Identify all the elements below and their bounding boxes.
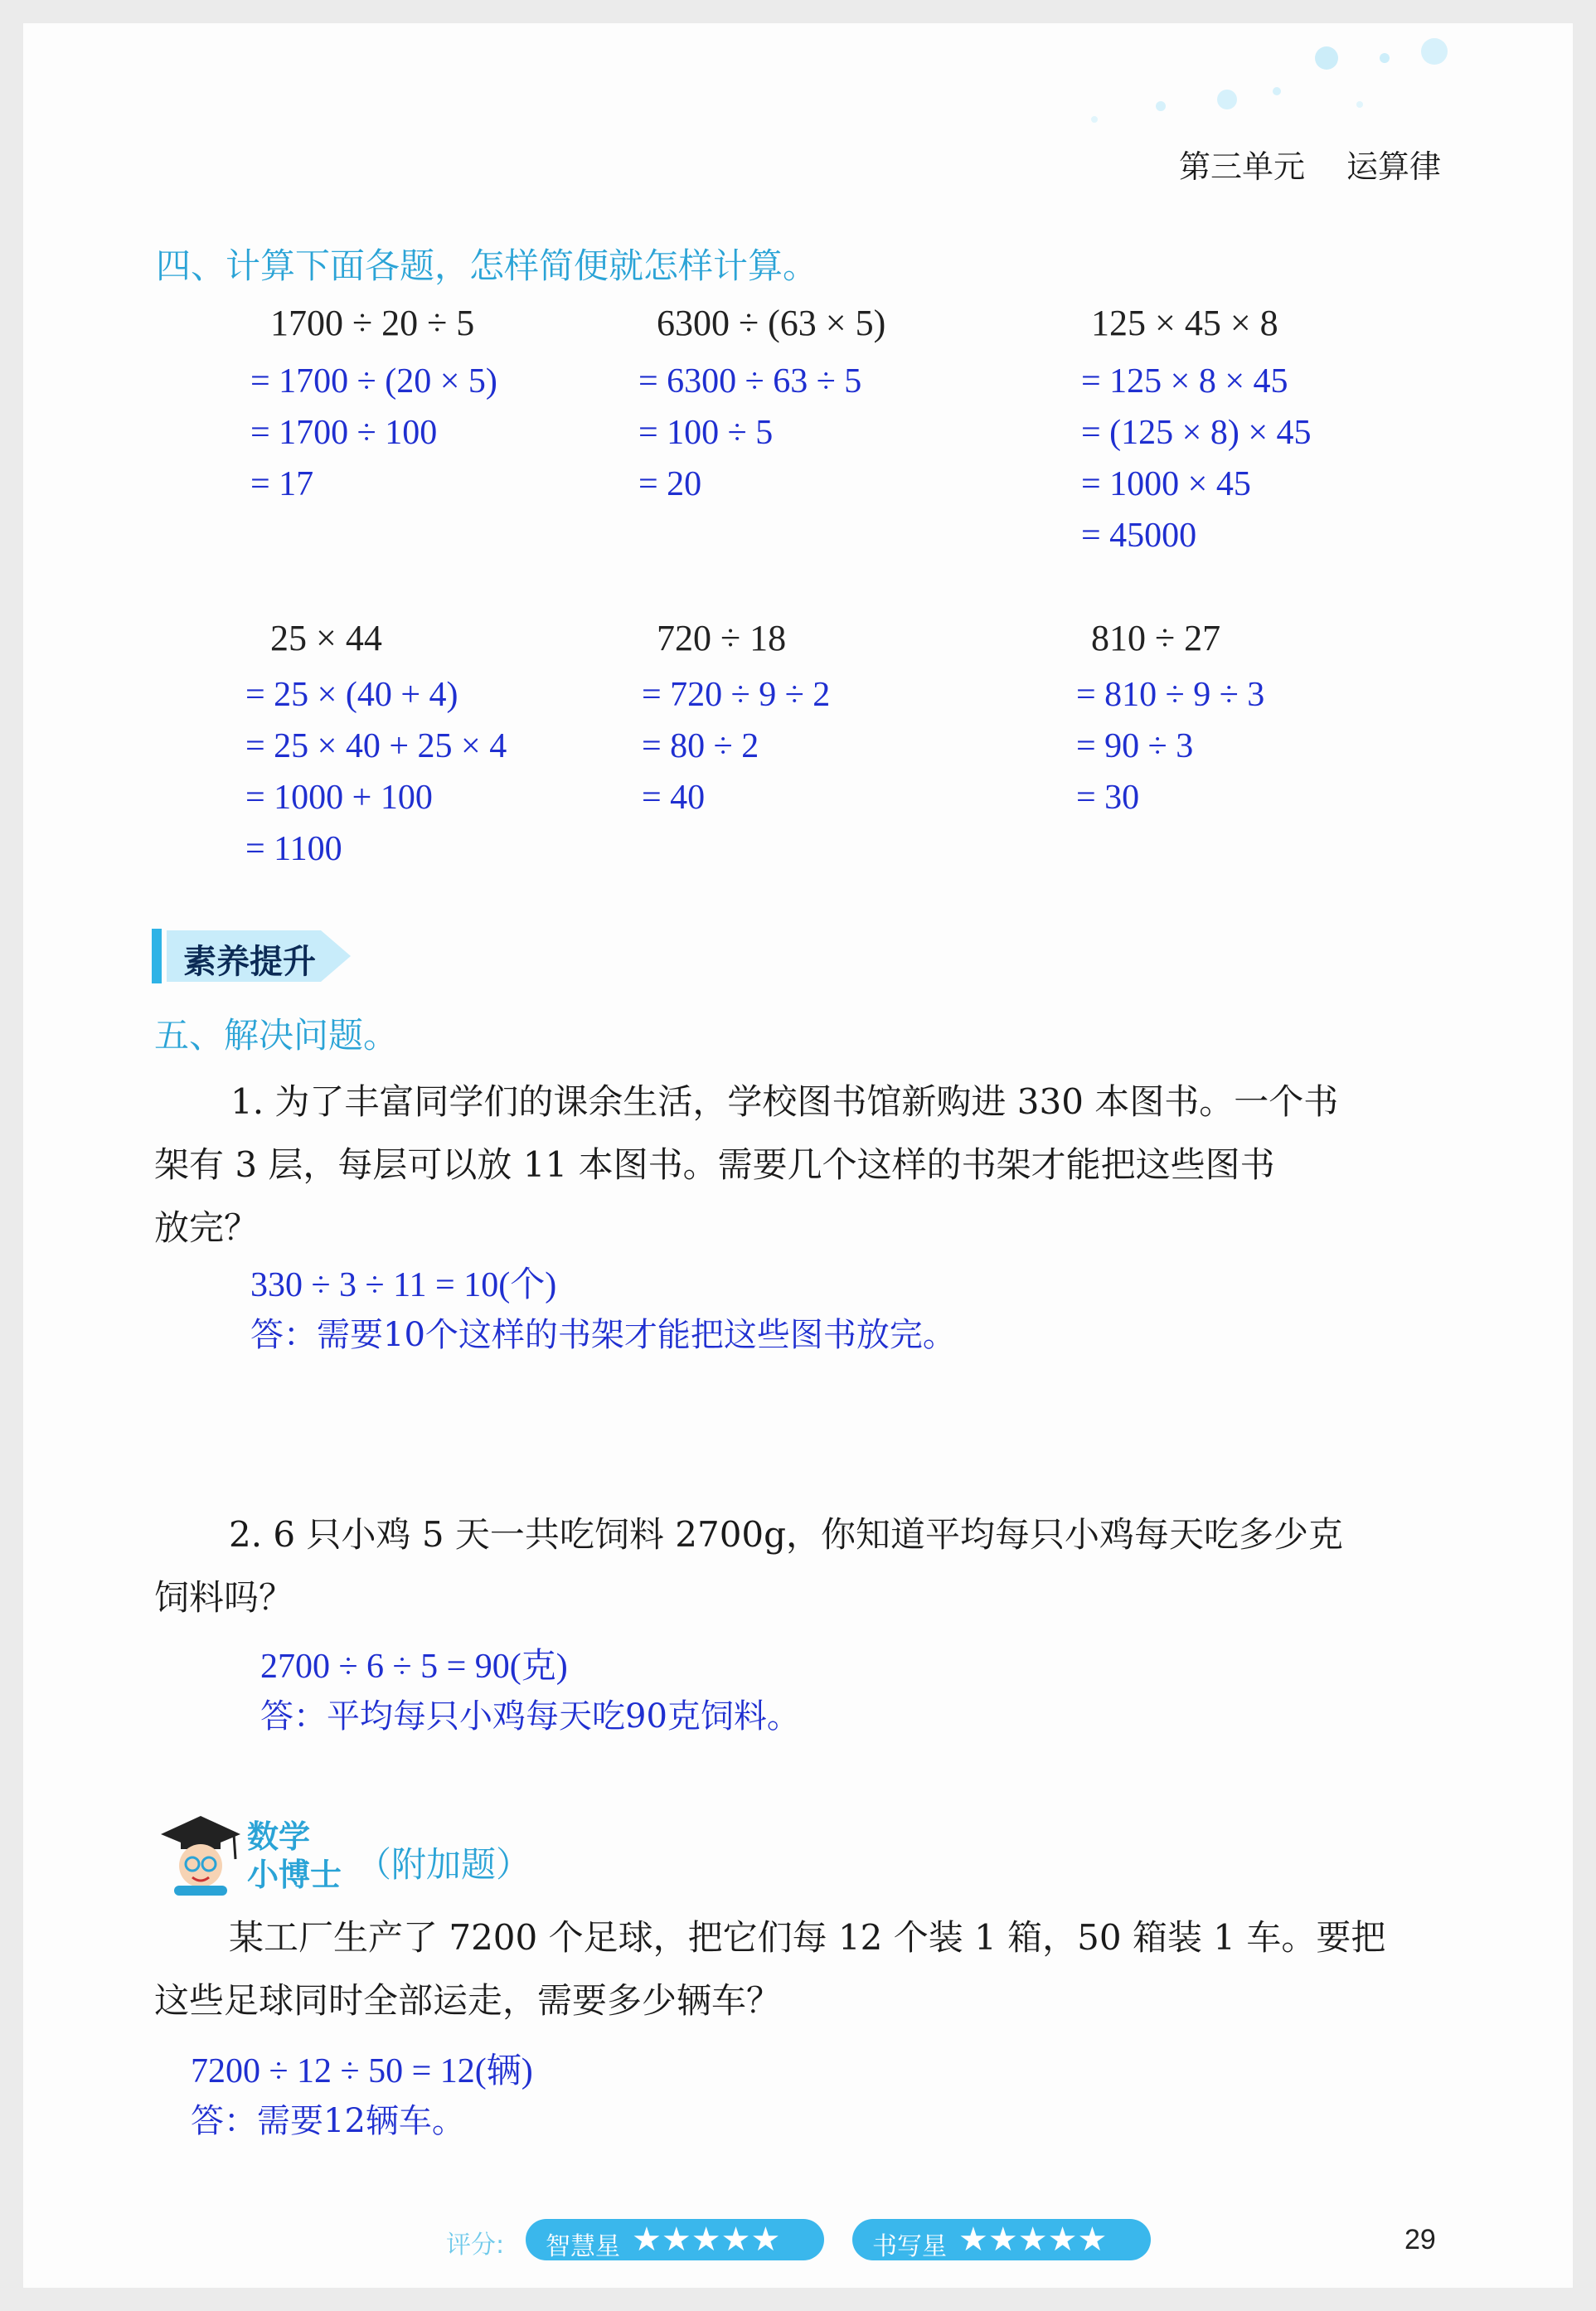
answer-text: 答：平均每只小鸡每天吃90克饲料。 — [260, 1697, 800, 1736]
unit-title: 第三单元 — [1179, 148, 1306, 185]
pill-label: 智慧星 — [546, 2232, 620, 2261]
problem-expression: 125 × 45 × 8 — [1091, 303, 1278, 343]
question-text: 1. 为了丰富同学们的课余生活，学校图书馆新购进 330 本图书。一个书 — [230, 1081, 1339, 1122]
question-text: 放完？ — [154, 1207, 260, 1248]
banner-label: 素养提升 — [183, 943, 316, 981]
solution-step: = 810 ÷ 9 ÷ 3 — [1076, 676, 1265, 714]
solution-step: = 25 × 40 + 25 × 4 — [245, 727, 507, 765]
logo-text-line2: 小博士 — [247, 1857, 342, 1893]
solution-step: = 1000 + 100 — [245, 779, 433, 817]
section4-title: 四、计算下面各题，怎样简便就怎样计算。 — [156, 245, 818, 286]
star-icon[interactable]: ★★★★★ — [632, 2221, 781, 2259]
section5-title: 五、解决问题。 — [154, 1015, 399, 1056]
solution-step: = 720 ÷ 9 ÷ 2 — [642, 676, 831, 714]
solution-step: = 80 ÷ 2 — [642, 727, 759, 765]
problem-expression: 6300 ÷ (63 × 5) — [657, 303, 886, 343]
solution-step: = 90 ÷ 3 — [1076, 727, 1194, 765]
logo-text-line1: 数学 — [247, 1818, 311, 1855]
banner-bar — [152, 929, 162, 983]
answer-expression: 330 ÷ 3 ÷ 11 = 10(个) — [250, 1266, 557, 1304]
solution-step: = 40 — [642, 779, 706, 817]
problem-expression: 810 ÷ 27 — [1091, 618, 1221, 658]
problem-expression: 720 ÷ 18 — [657, 618, 787, 658]
solution-step: = (125 × 8) × 45 — [1081, 414, 1312, 452]
problem-expression: 25 × 44 — [270, 618, 382, 658]
problem-expression: 1700 ÷ 20 ÷ 5 — [270, 303, 475, 343]
question-text: 某工厂生产了 7200 个足球，把它们每 12 个装 1 箱，50 箱装 1 车。要把 — [229, 1917, 1386, 1958]
pill-label: 书写星 — [872, 2232, 947, 2261]
solution-step: = 100 ÷ 5 — [638, 414, 774, 452]
answer-expression: 7200 ÷ 12 ÷ 50 = 12(辆) — [191, 2052, 533, 2090]
bonus-tag: （附加题） — [357, 1844, 531, 1885]
answer-text: 答：需要12辆车。 — [191, 2102, 465, 2140]
solution-step: = 1000 × 45 — [1081, 465, 1251, 503]
solution-step: = 25 × (40 + 4) — [245, 676, 458, 714]
solution-step: = 125 × 8 × 45 — [1081, 362, 1288, 401]
writing-star-pill — [852, 2219, 1151, 2260]
topic-title: 运算律 — [1346, 148, 1442, 185]
solution-step: = 1100 — [245, 830, 342, 868]
answer-text: 答：需要10个这样的书架才能把这些图书放完。 — [250, 1316, 956, 1354]
solution-step: = 17 — [250, 465, 314, 503]
decorative-bubbles — [1045, 33, 1509, 133]
rating-label: 评分: — [446, 2231, 505, 2260]
section-banner — [152, 929, 351, 983]
question-text: 架有 3 层，每层可以放 11 本图书。需要几个这样的书架才能把这些图书 — [154, 1144, 1275, 1185]
page-number: 29 — [1404, 2224, 1436, 2255]
solution-step: = 30 — [1076, 779, 1140, 817]
answer-expression: 2700 ÷ 6 ÷ 5 = 90(克) — [260, 1648, 568, 1686]
solution-step: = 1700 ÷ 100 — [250, 414, 438, 452]
question-text: 饲料吗？ — [154, 1577, 294, 1618]
question-text: 这些足球同时全部运走，需要多少辆车？ — [154, 1980, 782, 2021]
star-icon[interactable]: ★★★★★ — [958, 2221, 1108, 2259]
solution-step: = 20 — [638, 465, 702, 503]
question-text: 2. 6 只小鸡 5 天一共吃饲料 2700g，你知道平均每只小鸡每天吃多少克 — [229, 1514, 1344, 1555]
solution-step: = 45000 — [1081, 517, 1197, 555]
doctor-mascot-icon — [154, 1813, 245, 1896]
wisdom-star-pill — [526, 2219, 824, 2260]
solution-step: = 1700 ÷ (20 × 5) — [250, 362, 497, 401]
solution-step: = 6300 ÷ 63 ÷ 5 — [638, 362, 862, 401]
